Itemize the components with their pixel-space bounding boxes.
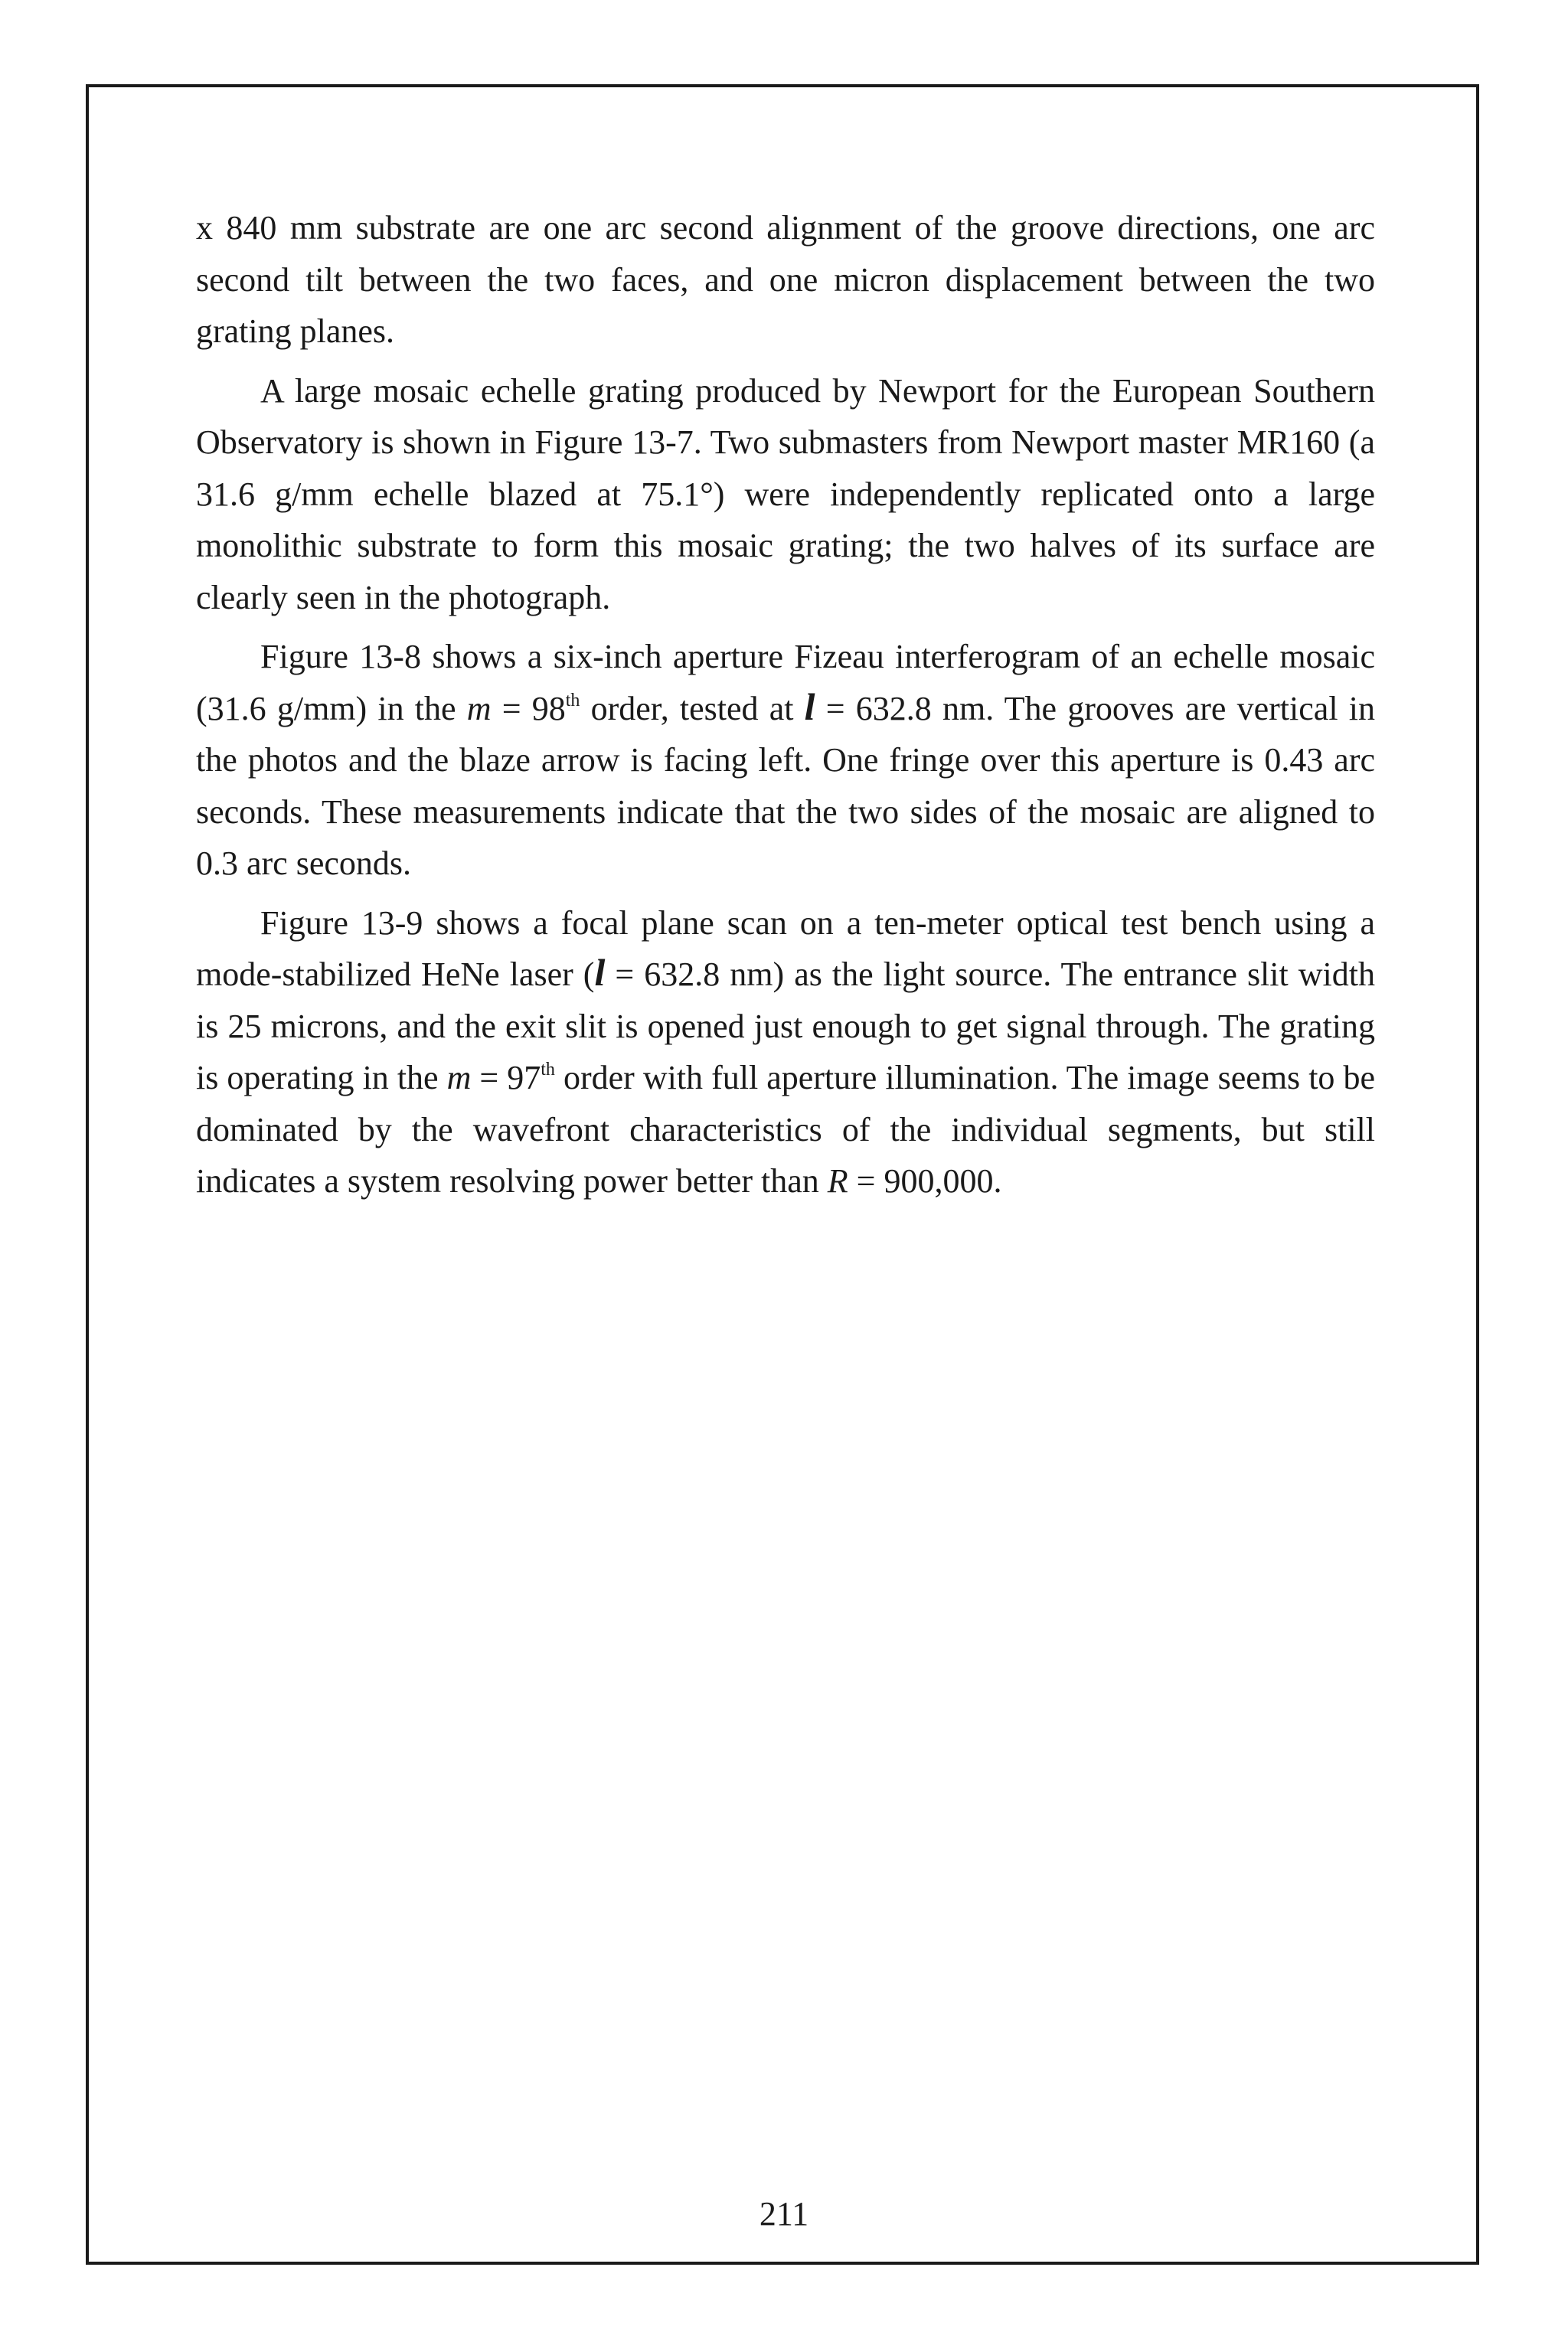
paragraph-1-text: x 840 mm substrate are one arc second alignment of the groove directions, one arc second tilt between the two faces, and one micron displacement between the two grating planes. (196, 209, 1375, 350)
paragraph-1 (196, 202, 1375, 358)
resolving-power-symbol: R (827, 1162, 848, 1200)
wavelength-symbol: l (594, 951, 606, 994)
paragraph-4-text-c: = 97 (471, 1059, 541, 1096)
paragraph-3-text-c: order, tested at (580, 689, 805, 727)
ordinal-superscript: th (541, 1060, 555, 1080)
paragraph-4-text-d: order with full aperture illumination. The image seems to be dominated by the wavefront characteristics of the individual segments, but still indicates a system resolving power better than (196, 1059, 1375, 1200)
order-symbol-m: m (446, 1059, 472, 1096)
page-number: 211 (759, 2195, 809, 2233)
wavelength-symbol: l (804, 684, 815, 728)
paragraph-3 (196, 631, 1375, 890)
order-symbol-m: m (466, 689, 492, 727)
paragraph-3-text-a: Figure 13-8 shows a six-inch aperture Fizeau interferogram of an echelle mosaic (31.6 g/mm) in the (196, 638, 1375, 727)
paragraph-2 (196, 365, 1375, 624)
paragraph-3-text-d: = 632.8 nm. The grooves are vertical in the photos and the blaze arrow is facing left. One fringe over this aperture is 0.43 arc seconds. These measurements indicate that the two sides of the mosaic are aligned to 0.3 arc seconds. (196, 689, 1375, 882)
ordinal-superscript: th (565, 690, 580, 710)
paragraph-4-text-b: = 632.8 nm) as the light source. The entrance slit width is 25 microns, and the exit slit is opened just enough to get signal through. The grating is operating in the (196, 956, 1375, 1096)
paragraph-4-text-e: = 900,000. (848, 1162, 1002, 1200)
paragraph-3-text-b: = 98 (491, 689, 566, 727)
paragraph-2-text: A large mosaic echelle grating produced by Newport for the European Southern Observatory is shown in Figure 13-7. Two submasters from Newport master MR160 (a 31.6 g/mm echelle blazed at 75.1°) were independently replicated onto a large monolithic substrate to form this mosaic grating; the two halves of its surface are clearly seen in the photograph. (196, 371, 1375, 616)
paragraph-4-text-a: Figure 13-9 shows a focal plane scan on a ten-meter optical test bench using a mode-stabilized HeNe laser ( (196, 903, 1375, 993)
body-text (196, 202, 1375, 1215)
paragraph-4 (196, 897, 1375, 1207)
